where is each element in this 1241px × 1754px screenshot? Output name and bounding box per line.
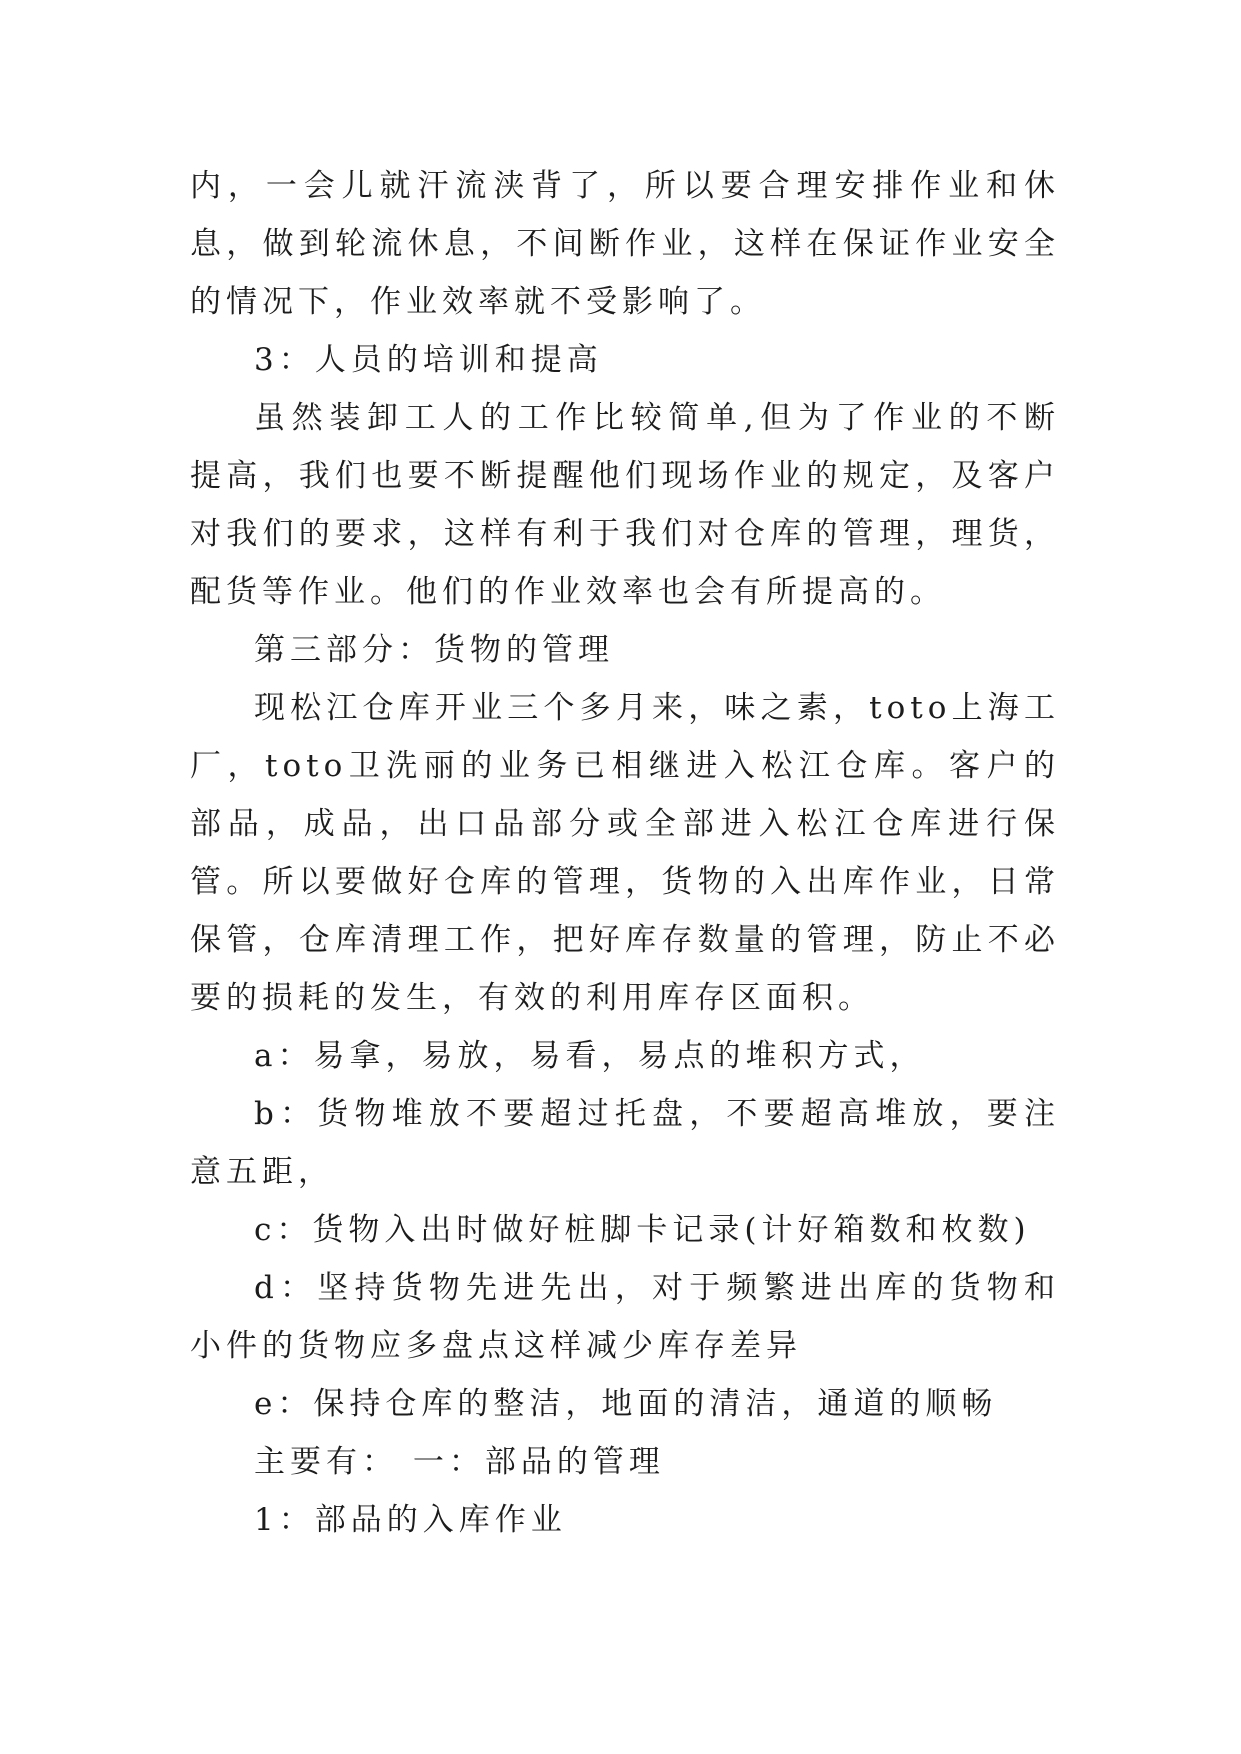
heading-main-parts: 主要有： 一：部品的管理 [254, 1444, 665, 1480]
heading-staff-training: 3：人员的培训和提高 [254, 342, 603, 378]
document-body [190, 157, 1060, 1549]
list-item-b: b：货物堆放不要超过托盘，不要超高堆放，要注意五距， [190, 1096, 1060, 1190]
list-item-e: e：保持仓库的整洁，地面的清洁，通道的顺畅 [254, 1386, 998, 1422]
heading-parts-inbound: 1：部品的入库作业 [254, 1502, 567, 1538]
paragraph-training: 虽然装卸工人的工作比较简单,但为了作业的不断提高，我们也要不断提醒他们现场作业的规定，及客户对我们的要求，这样有利于我们对仓库的管理，理货，配货等作业。他们的作业效率也会有所提高的。 [190, 400, 1060, 610]
heading-part-three: 第三部分：货物的管理 [254, 632, 614, 668]
list-item-c: c：货物入出时做好桩脚卡记录(计好箱数和枚数) [254, 1212, 1031, 1248]
paragraph-goods-management: 现松江仓库开业三个多月来，味之素，toto上海工厂，toto卫洗丽的业务已相继进入松江仓库。客户的部品，成品，出口品部分或全部进入松江仓库进行保管。所以要做好仓库的管理，货物的入出库作业，日常保管，仓库清理工作，把好库存数量的管理，防止不必要的损耗的发生，有效的利用库存区面积。 [190, 690, 1060, 1016]
list-item-d: d：坚持货物先进先出，对于频繁进出库的货物和小件的货物应多盘点这样减少库存差异 [190, 1270, 1060, 1364]
paragraph-continuation: 内，一会儿就汗流浃背了，所以要合理安排作业和休息，做到轮流休息，不间断作业，这样在保证作业安全的情况下，作业效率就不受影响了。 [190, 168, 1060, 320]
list-item-a: a：易拿，易放，易看，易点的堆积方式， [254, 1038, 926, 1074]
